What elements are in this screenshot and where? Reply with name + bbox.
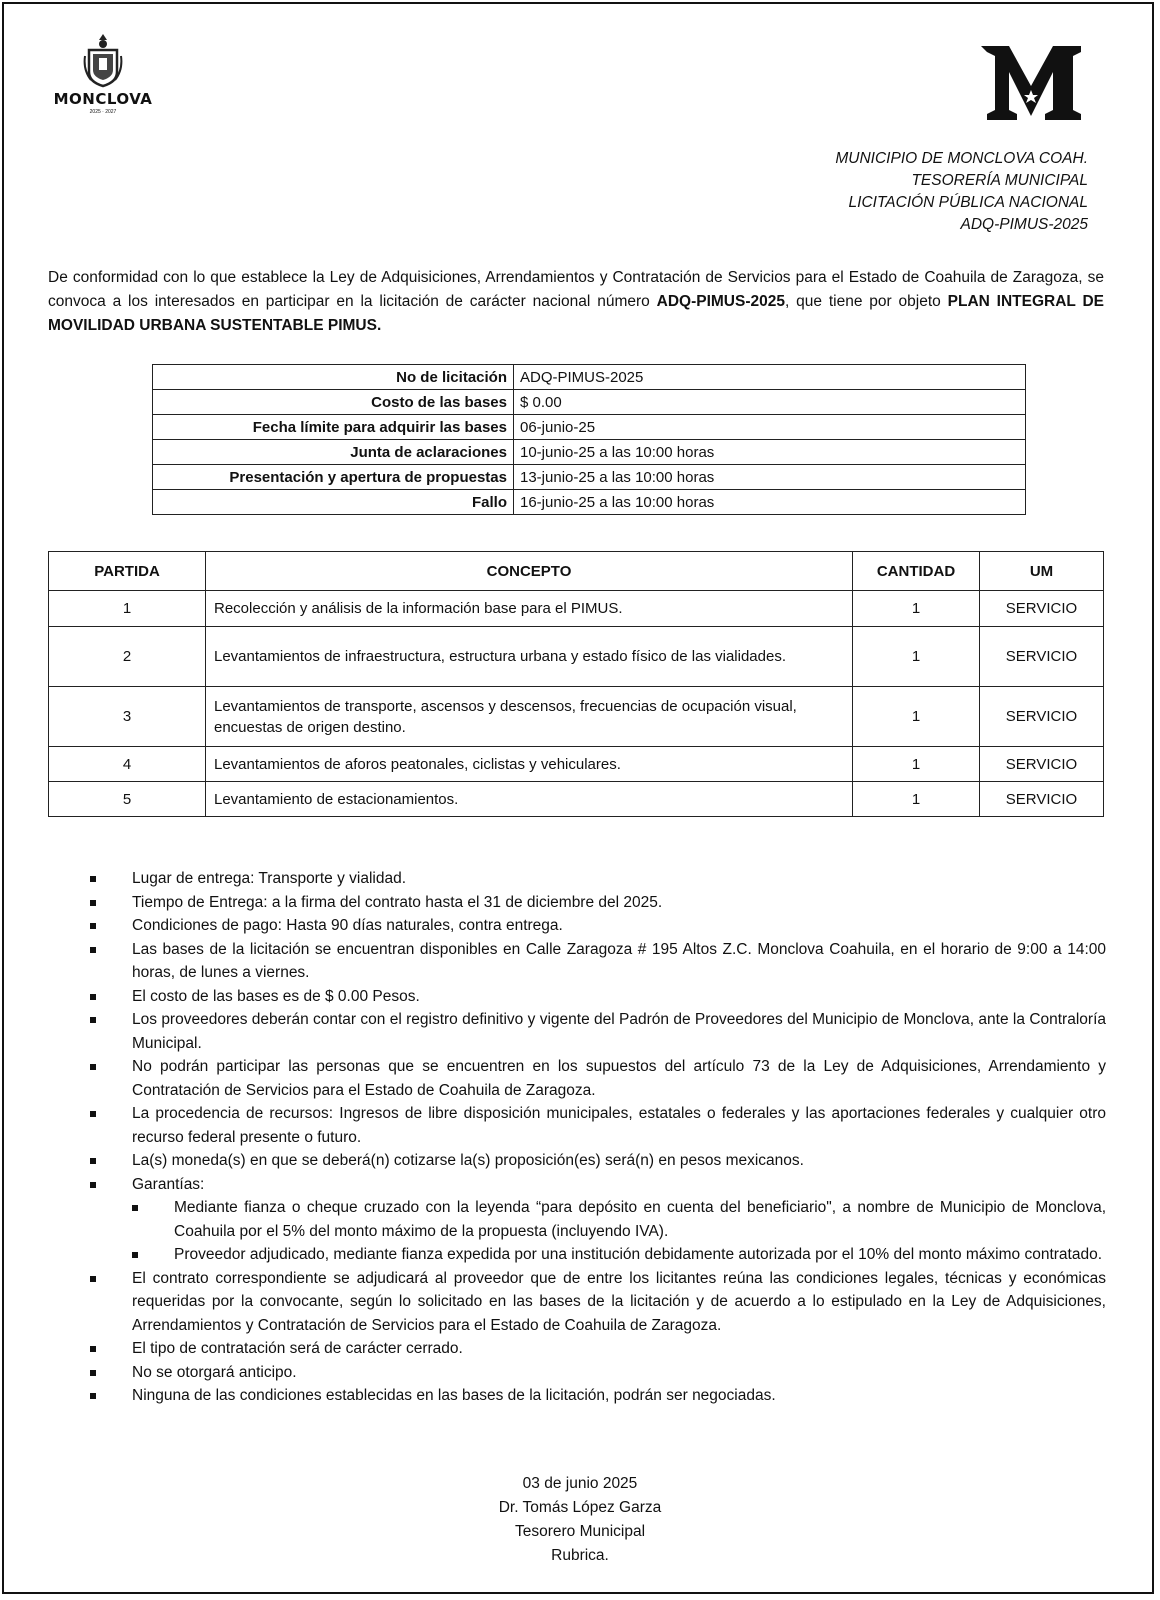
list-item: No podrán participar las personas que se encuentren en los supuestos del artículo 73 de la Ley de Adquisiciones, Arrendamiento y Contratación de Servicios para el Estado de Coahuila de Zaragoza. xyxy=(90,1055,1106,1102)
document-heading xyxy=(835,148,1088,236)
list-item: No se otorgará anticipo. xyxy=(90,1361,1106,1385)
header-cantidad: CANTIDAD xyxy=(853,552,980,591)
list-item: Lugar de entrega: Transporte y vialidad. xyxy=(90,867,1106,891)
cell-concepto: Levantamientos de transporte, ascensos y descensos, frecuencias de ocupación visual, encuestas de origen destino. xyxy=(206,687,853,747)
m-emblem-logo xyxy=(979,44,1083,125)
list-item: El costo de las bases es de $ 0.00 Pesos. xyxy=(90,985,1106,1009)
list-item: Ninguna de las condiciones establecidas en las bases de la licitación, podrán ser negociadas. xyxy=(90,1384,1106,1408)
intro-tender-number: ADQ-PIMUS-2025 xyxy=(656,293,785,310)
table-row xyxy=(49,782,1104,817)
signature-title: Tesorero Municipal xyxy=(514,1523,646,1540)
logo-years: 2025 · 2027 xyxy=(89,109,117,115)
info-row xyxy=(153,390,1026,415)
info-label: Fallo xyxy=(153,490,514,515)
cell-concepto: Levantamientos de infraestructura, estructura urbana y estado físico de las vialidades. xyxy=(206,627,853,687)
list-item: El tipo de contratación será de carácter cerrado. xyxy=(90,1337,1106,1361)
info-label: Costo de las bases xyxy=(153,390,514,415)
header-concepto: CONCEPTO xyxy=(206,552,853,591)
signature-block xyxy=(4,1472,1156,1568)
heading-municipality: MUNICIPIO DE MONCLOVA COAH. xyxy=(835,150,1088,167)
table-row xyxy=(49,627,1104,687)
info-label: Fecha límite para adquirir las bases xyxy=(153,415,514,440)
intro-text-1: De conformidad con lo que establece la Ley de Adquisiciones, Arrendamientos y Contratación de Servicios para el Estado de Coahuila de Zaragoza, se convoca a los interesados en participar en la licitación de carácter nacional número xyxy=(48,269,1104,310)
info-value: 10-junio-25 a las 10:00 horas xyxy=(514,440,1026,465)
signature-date: 03 de junio 2025 xyxy=(522,1475,638,1492)
info-value: 06-junio-25 xyxy=(514,415,1026,440)
info-label: No de licitación xyxy=(153,365,514,390)
tender-info-table xyxy=(152,364,1026,515)
info-value: $ 0.00 xyxy=(514,390,1026,415)
info-row xyxy=(153,365,1026,390)
info-row xyxy=(153,465,1026,490)
cell-um: SERVICIO xyxy=(980,687,1104,747)
cell-partida: 5 xyxy=(49,782,206,817)
cell-partida: 2 xyxy=(49,627,206,687)
conditions-list xyxy=(90,867,1106,1408)
list-item: Garantías: xyxy=(90,1173,1106,1197)
heading-treasury: TESORERÍA MUNICIPAL xyxy=(911,172,1088,189)
cell-cantidad: 1 xyxy=(853,627,980,687)
cell-partida: 4 xyxy=(49,747,206,782)
list-item: Las bases de la licitación se encuentran disponibles en Calle Zaragoza # 195 Altos Z.C. Monclova Coahuila, en el horario de 9:00 a 14:00 horas, de lunes a viernes. xyxy=(90,938,1106,985)
info-row xyxy=(153,440,1026,465)
intro-object: PLAN INTEGRAL DE MOVILIDAD URBANA SUSTENTABLE PIMUS. xyxy=(48,293,1105,334)
cell-concepto: Recolección y análisis de la información base para el PIMUS. xyxy=(206,591,853,627)
cell-concepto: Levantamiento de estacionamientos. xyxy=(206,782,853,817)
info-label: Junta de aclaraciones xyxy=(153,440,514,465)
cell-um: SERVICIO xyxy=(980,747,1104,782)
list-item: La procedencia de recursos: Ingresos de libre disposición municipales, estatales o federales y las aportaciones federales y cualquier otro recurso federal presente o futuro. xyxy=(90,1102,1106,1149)
info-value: 16-junio-25 a las 10:00 horas xyxy=(514,490,1026,515)
table-row xyxy=(49,591,1104,627)
cell-cantidad: 1 xyxy=(853,747,980,782)
info-value: ADQ-PIMUS-2025 xyxy=(514,365,1026,390)
cell-partida: 3 xyxy=(49,687,206,747)
info-label: Presentación y apertura de propuestas xyxy=(153,465,514,490)
table-row xyxy=(49,687,1104,747)
cell-cantidad: 1 xyxy=(853,782,980,817)
cell-um: SERVICIO xyxy=(980,627,1104,687)
logo-name: MONCLOVA xyxy=(53,90,153,108)
header-um: UM xyxy=(980,552,1104,591)
info-value: 13-junio-25 a las 10:00 horas xyxy=(514,465,1026,490)
list-item: Los proveedores deberán contar con el registro definitivo y vigente del Padrón de Proveedores del Municipio de Monclova, ante la Contraloría Municipal. xyxy=(90,1008,1106,1055)
cell-um: SERVICIO xyxy=(980,591,1104,627)
signature-name: Dr. Tomás López Garza xyxy=(498,1499,662,1516)
intro-text-2: , que tiene por objeto xyxy=(784,293,948,310)
coat-of-arms-icon xyxy=(83,32,123,88)
header-partida: PARTIDA xyxy=(49,552,206,591)
signature-note: Rubrica. xyxy=(551,1547,609,1564)
cell-partida: 1 xyxy=(49,591,206,627)
heading-tender-type: LICITACIÓN PÚBLICA NACIONAL xyxy=(848,194,1088,211)
cell-cantidad: 1 xyxy=(853,687,980,747)
list-item: El contrato correspondiente se adjudicará al proveedor que de entre los licitantes reúna las condiciones legales, técnicas y económicas requeridas por la convocante, según lo solicitado en las bases de la licitación y de acuerdo a lo estipulado en la Ley de Adquisiciones, Arrendamientos y Contratación de Servicios para el Estado de Coahuila de Zaragoza. xyxy=(90,1267,1106,1338)
items-header-row xyxy=(49,552,1104,591)
list-item: Tiempo de Entrega: a la firma del contrato hasta el 31 de diciembre del 2025. xyxy=(90,891,1106,915)
list-item: La(s) moneda(s) en que se deberá(n) cotizarse la(s) proposición(es) será(n) en pesos mexicanos. xyxy=(90,1149,1106,1173)
info-row xyxy=(153,415,1026,440)
items-table xyxy=(48,551,1104,817)
list-item: Condiciones de pago: Hasta 90 días naturales, contra entrega. xyxy=(90,914,1106,938)
info-row xyxy=(153,490,1026,515)
table-row xyxy=(49,747,1104,782)
cell-um: SERVICIO xyxy=(980,782,1104,817)
monclova-logo xyxy=(48,32,158,115)
list-item: Proveedor adjudicado, mediante fianza expedida por una institución debidamente autorizada por el 10% del monto máximo contratado. xyxy=(132,1243,1106,1267)
intro-paragraph xyxy=(48,266,1104,338)
document-page xyxy=(2,2,1154,1594)
cell-concepto: Levantamientos de aforos peatonales, ciclistas y vehiculares. xyxy=(206,747,853,782)
heading-tender-number: ADQ-PIMUS-2025 xyxy=(960,216,1088,233)
list-item: Mediante fianza o cheque cruzado con la leyenda “para depósito en cuenta del beneficiario", a nombre de Municipio de Monclova, Coahuila por el 5% del monto máximo de la propuesta (incluyendo IVA). xyxy=(132,1196,1106,1243)
cell-cantidad: 1 xyxy=(853,591,980,627)
